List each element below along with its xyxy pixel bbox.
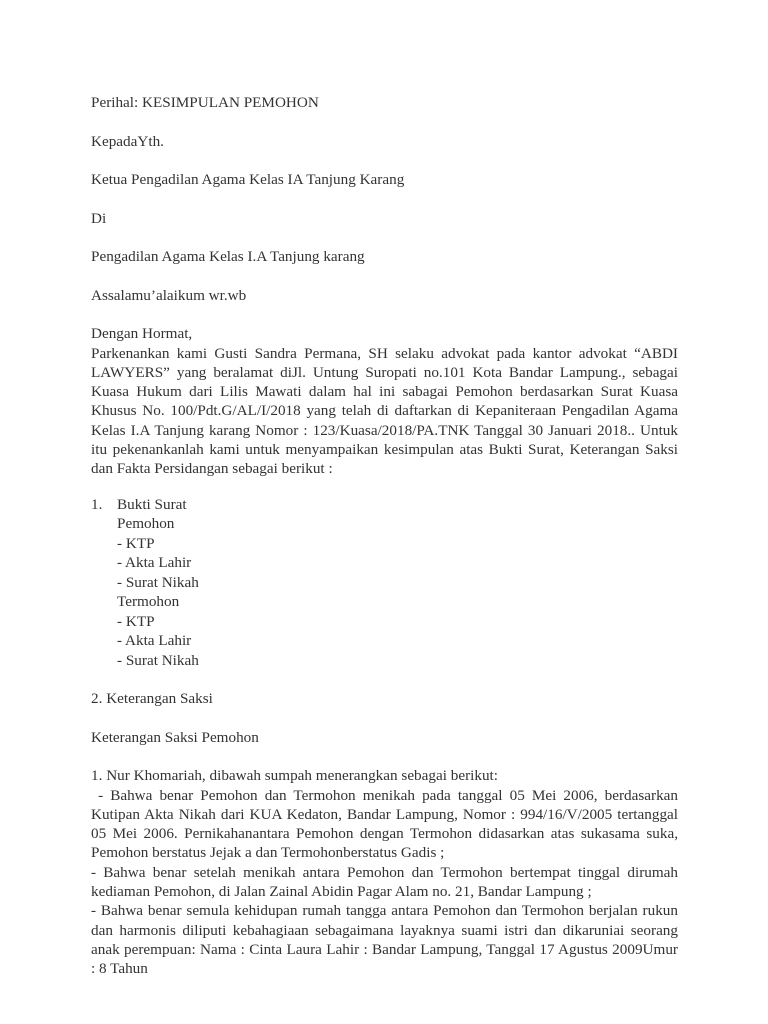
bukti-surat-title: Bukti Surat: [117, 495, 187, 513]
perihal-line: Perihal: KESIMPULAN PEMOHON: [91, 94, 319, 111]
list-item: - KTP: [117, 534, 155, 552]
recipient-line: Ketua Pengadilan Agama Kelas IA Tanjung Karang: [91, 171, 405, 188]
witness-point-3: - Bahwa benar semula kehidupan rumah tangga antara Pemohon dan Termohon berjalan rukun dan harmonis diliputi kebahagiaan sebagaimana layaknya suami istri dan dikaruniai seorang anak perempuan: Nama : Cinta Laura Lahir : Bandar Lampung, Tanggal 17 Agustus 2009Umur : 8 Tahun: [91, 902, 678, 978]
keterangan-saksi-pemohon-heading: Keterangan Saksi Pemohon: [91, 728, 259, 746]
kepada-line: KepadaYth.: [91, 132, 164, 150]
salam-line: Assalamu’alaikum wr.wb: [91, 286, 247, 304]
keterangan-saksi-heading: 2. Keterangan Saksi: [91, 690, 213, 708]
list-number: 1.: [91, 495, 103, 513]
bukti-surat-list: [91, 495, 678, 671]
intro-paragraph: Parkenankan kami Gusti Sandra Permana, SH selaku advokat pada kantor advokat “ABDI LAWYERS” yang beralamat diJl. Untung Suropati no.101 Kota Bandar Lampung., sebagai Kuasa Hukum dari Lilis Mawati dalam hal ini sabagai Pemohon berdasarkan Surat Kuasa Khusus No. 100/Pdt.G/AL/I/2018 yang telah di daftarkan di Kepaniteraan Pengadilan Agama Kelas I.A Tanjung karang Nomor : 123/Kuasa/2018/PA.TNK Tanggal 30 Januari 2018.. Untuk itu pekenankanlah kami untuk menyampaikan kesimpulan atas Bukti Surat, Keterangan Saksi dan Fakta Persidangan sebagai berikut :: [91, 344, 678, 478]
list-item: - Akta Lahir: [117, 632, 192, 650]
pemohon-label: Pemohon: [117, 515, 175, 533]
list-item: - Surat Nikah: [117, 573, 199, 591]
bukti-surat-heading: [91, 495, 678, 515]
witness-point-1: - Bahwa benar Pemohon dan Termohon menikah pada tanggal 05 Mei 2006, berdasarkan Kutipan Akta Nikah dari KUA Kedaton, Bandar Lampung, Nomor : 994/16/V/2005 tertanggal 05 Mei 2006. Pernikahanantara Pemohon dengan Termohon didasarkan atas sukasama suka, Pemohon berstatus Jejak a dan Termohonberstatus Gadis ;: [91, 786, 682, 862]
list-item: - Surat Nikah: [117, 651, 199, 669]
list-item: - Akta Lahir: [117, 554, 192, 572]
place-line: Pengadilan Agama Kelas I.A Tanjung karang: [91, 248, 365, 265]
witness-1-line: 1. Nur Khomariah, dibawah sumpah menerangkan sebagai berikut:: [91, 767, 498, 785]
di-line: Di: [91, 209, 107, 227]
witness-point-2: - Bahwa benar setelah menikah antara Pemohon dan Termohon bertempat tinggal dirumah kediaman Pemohon, di Jalan Zainal Abidin Pagar Alam no. 21, Bandar Lampung ;: [91, 863, 678, 901]
list-item: - KTP: [117, 612, 155, 630]
letter-body: [91, 93, 682, 979]
termohon-label: Termohon: [117, 593, 180, 611]
opening-line: Dengan Hormat,: [91, 325, 193, 342]
